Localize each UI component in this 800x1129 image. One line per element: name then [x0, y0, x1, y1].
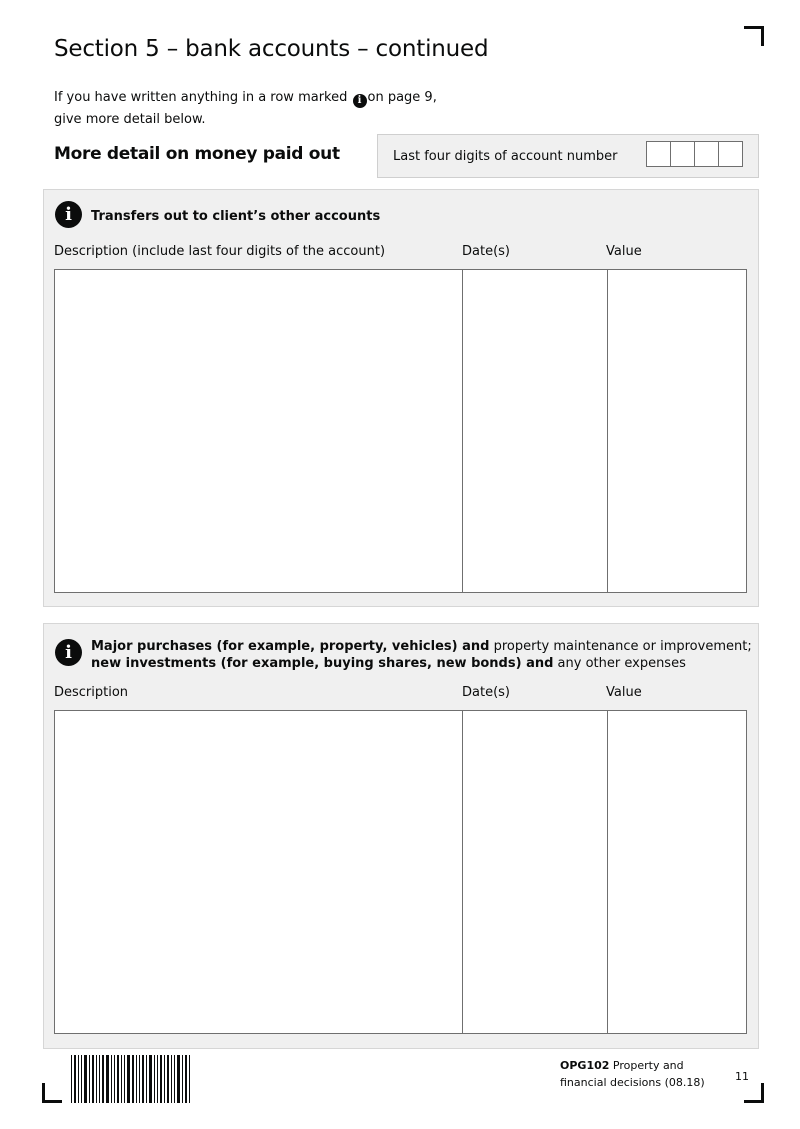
barcode-bar	[114, 1055, 115, 1103]
intro-text	[54, 87, 484, 131]
barcode-bar	[136, 1055, 137, 1103]
purchases-title-text-2: property maintenance or improvement;	[489, 639, 752, 654]
barcode-bar	[106, 1055, 109, 1103]
barcode-bar	[89, 1055, 90, 1103]
transfers-value-field[interactable]	[608, 270, 746, 592]
form-reference	[560, 1057, 705, 1091]
intro-text-before-icon: If you have written anything in a row marked	[54, 90, 352, 105]
barcode-bar	[164, 1055, 165, 1103]
barcode-bar	[84, 1055, 87, 1103]
barcode-bar	[127, 1055, 130, 1103]
transfers-description-field[interactable]	[55, 270, 463, 592]
info-icon: i	[55, 201, 82, 228]
barcode-bar	[99, 1055, 100, 1103]
barcode-bar	[142, 1055, 144, 1103]
barcode-bar	[92, 1055, 94, 1103]
barcode-bar	[117, 1055, 119, 1103]
barcode-bar	[111, 1055, 112, 1103]
barcode-bar	[174, 1055, 175, 1103]
transfers-entry-table	[54, 269, 747, 593]
info-icon: i	[55, 639, 82, 666]
section-sub-heading: More detail on money paid out	[54, 144, 340, 164]
barcode-bar	[139, 1055, 140, 1103]
intro-text-after-icon: on page 9,	[367, 90, 437, 105]
barcode-bar	[182, 1055, 183, 1103]
barcode	[71, 1055, 195, 1103]
barcode-bar	[121, 1055, 122, 1103]
purchases-title-and-1: and	[462, 639, 490, 654]
barcode-bar	[177, 1055, 180, 1103]
barcode-bar	[124, 1055, 125, 1103]
page-number: 11	[735, 1070, 749, 1083]
transfers-panel-title: Transfers out to client’s other accounts	[91, 209, 381, 224]
transfers-dates-field[interactable]	[463, 270, 608, 592]
barcode-bar	[185, 1055, 187, 1103]
purchases-panel-title	[91, 638, 751, 672]
barcode-bar	[171, 1055, 172, 1103]
account-digit-box-4[interactable]	[718, 141, 743, 167]
account-number-label: Last four digits of account number	[393, 149, 618, 164]
column-header-value: Value	[606, 244, 642, 259]
transfers-out-panel	[43, 189, 759, 607]
intro-line-1	[54, 87, 484, 109]
purchases-title-text-1: Major purchases (for example, property, vehicles)	[91, 639, 463, 654]
purchases-title-text-3: new investments (for example, buying shares, new bonds)	[91, 656, 527, 671]
barcode-bar	[102, 1055, 104, 1103]
barcode-bar	[157, 1055, 158, 1103]
account-digit-box-3[interactable]	[694, 141, 719, 167]
corner-mark-bottom-left	[42, 1083, 62, 1103]
barcode-bar	[71, 1055, 72, 1103]
corner-mark-bottom-right	[744, 1083, 764, 1103]
barcode-bar	[132, 1055, 134, 1103]
account-digit-boxes	[647, 141, 743, 167]
info-icon: i	[353, 94, 367, 108]
column-header-dates: Date(s)	[462, 685, 510, 700]
purchases-value-field[interactable]	[608, 711, 746, 1033]
column-header-dates: Date(s)	[462, 244, 510, 259]
column-header-description: Description (include last four digits of the account)	[54, 244, 386, 259]
purchases-title-and-2: and	[526, 656, 554, 671]
barcode-bar	[167, 1055, 169, 1103]
purchases-description-field[interactable]	[55, 711, 463, 1033]
purchases-dates-field[interactable]	[463, 711, 608, 1033]
barcode-bar	[74, 1055, 76, 1103]
barcode-bar	[160, 1055, 162, 1103]
purchases-entry-table	[54, 710, 747, 1034]
purchases-title-line-1	[91, 638, 751, 655]
barcode-bar	[78, 1055, 79, 1103]
account-digit-box-2[interactable]	[670, 141, 695, 167]
barcode-bar	[149, 1055, 152, 1103]
form-name-part-2: financial decisions (08.18)	[560, 1076, 705, 1089]
corner-mark-top-right	[744, 26, 764, 46]
form-reference-line-1	[560, 1057, 705, 1074]
barcode-bar	[154, 1055, 155, 1103]
account-number-field-group	[377, 134, 759, 178]
intro-line-2: give more detail below.	[54, 112, 206, 127]
barcode-bar	[146, 1055, 147, 1103]
account-digit-box-1[interactable]	[646, 141, 671, 167]
form-name-part-1: Property and	[609, 1059, 684, 1072]
barcode-bar	[189, 1055, 190, 1103]
page-title: Section 5 – bank accounts – continued	[54, 36, 489, 62]
purchases-title-line-2	[91, 655, 751, 672]
column-header-value: Value	[606, 685, 642, 700]
barcode-bar	[96, 1055, 97, 1103]
form-code: OPG102	[560, 1059, 610, 1072]
major-purchases-panel	[43, 623, 759, 1049]
barcode-bar	[81, 1055, 82, 1103]
column-header-description: Description	[54, 685, 129, 700]
purchases-title-text-4: any other expenses	[553, 656, 686, 671]
